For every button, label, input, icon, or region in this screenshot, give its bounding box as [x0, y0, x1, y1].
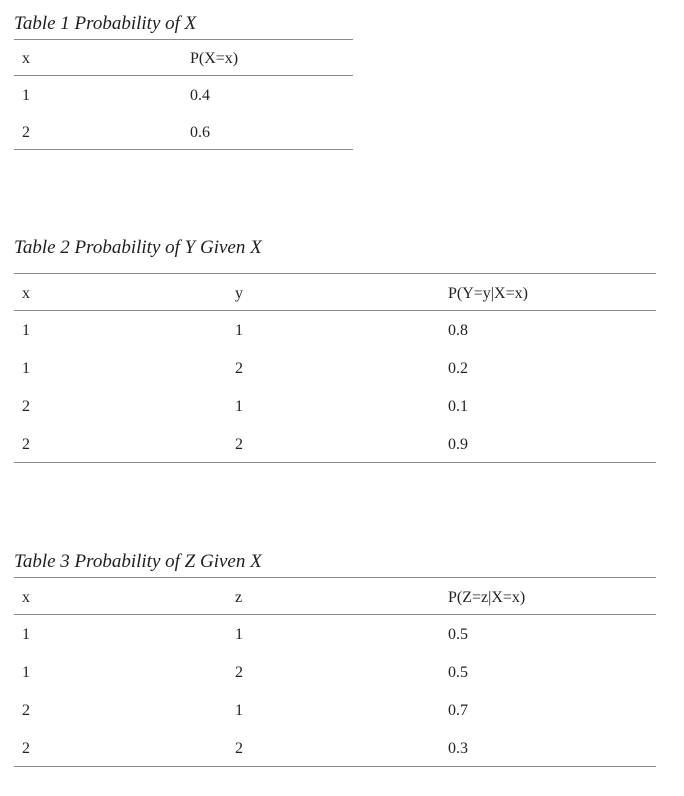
- cell-probability: 0.5: [448, 664, 468, 681]
- cell-probability: 0.5: [448, 626, 468, 643]
- table-bottom-rule: [14, 149, 353, 150]
- cell-probability: 0.8: [448, 322, 468, 339]
- table-header-rule: [14, 614, 656, 615]
- cell-x: 1: [22, 360, 30, 377]
- table-caption: Table 2 Probability of Y Given X: [14, 237, 262, 258]
- column-header-probability: P(Y=y|X=x): [448, 285, 528, 302]
- cell-x: 2: [22, 124, 30, 141]
- cell-probability: 0.4: [190, 87, 210, 104]
- cell-y: 2: [235, 436, 243, 453]
- table-top-rule: [14, 39, 353, 40]
- cell-x: 2: [22, 702, 30, 719]
- cell-z: 1: [235, 702, 243, 719]
- cell-z: 2: [235, 740, 243, 757]
- table-header-rule: [14, 310, 656, 311]
- cell-x: 1: [22, 322, 30, 339]
- cell-probability: 0.2: [448, 360, 468, 377]
- cell-x: 2: [22, 436, 30, 453]
- table-top-rule: [14, 273, 656, 274]
- column-header-probability: P(X=x): [190, 50, 239, 67]
- cell-x: 2: [22, 740, 30, 757]
- cell-y: 1: [235, 398, 243, 415]
- cell-y: 1: [235, 322, 243, 339]
- cell-probability: 0.6: [190, 124, 210, 141]
- column-header-z: z: [235, 589, 243, 606]
- table-top-rule: [14, 577, 656, 578]
- table-caption: Table 1 Probability of X: [14, 13, 197, 34]
- column-header-x: x: [22, 589, 30, 606]
- cell-z: 2: [235, 664, 243, 681]
- cell-probability: 0.7: [448, 702, 468, 719]
- cell-x: 2: [22, 398, 30, 415]
- cell-y: 2: [235, 360, 243, 377]
- cell-x: 1: [22, 664, 30, 681]
- column-header-y: y: [235, 285, 243, 302]
- cell-z: 1: [235, 626, 243, 643]
- column-header-x: x: [22, 285, 30, 302]
- table-bottom-rule: [14, 766, 656, 767]
- cell-probability: 0.3: [448, 740, 468, 757]
- column-header-x: x: [22, 50, 30, 67]
- cell-x: 1: [22, 626, 30, 643]
- table-caption: Table 3 Probability of Z Given X: [14, 551, 262, 572]
- column-header-probability: P(Z=z|X=x): [448, 589, 526, 606]
- cell-x: 1: [22, 87, 30, 104]
- cell-probability: 0.9: [448, 436, 468, 453]
- cell-probability: 0.1: [448, 398, 468, 415]
- table-header-rule: [14, 75, 353, 76]
- table-bottom-rule: [14, 462, 656, 463]
